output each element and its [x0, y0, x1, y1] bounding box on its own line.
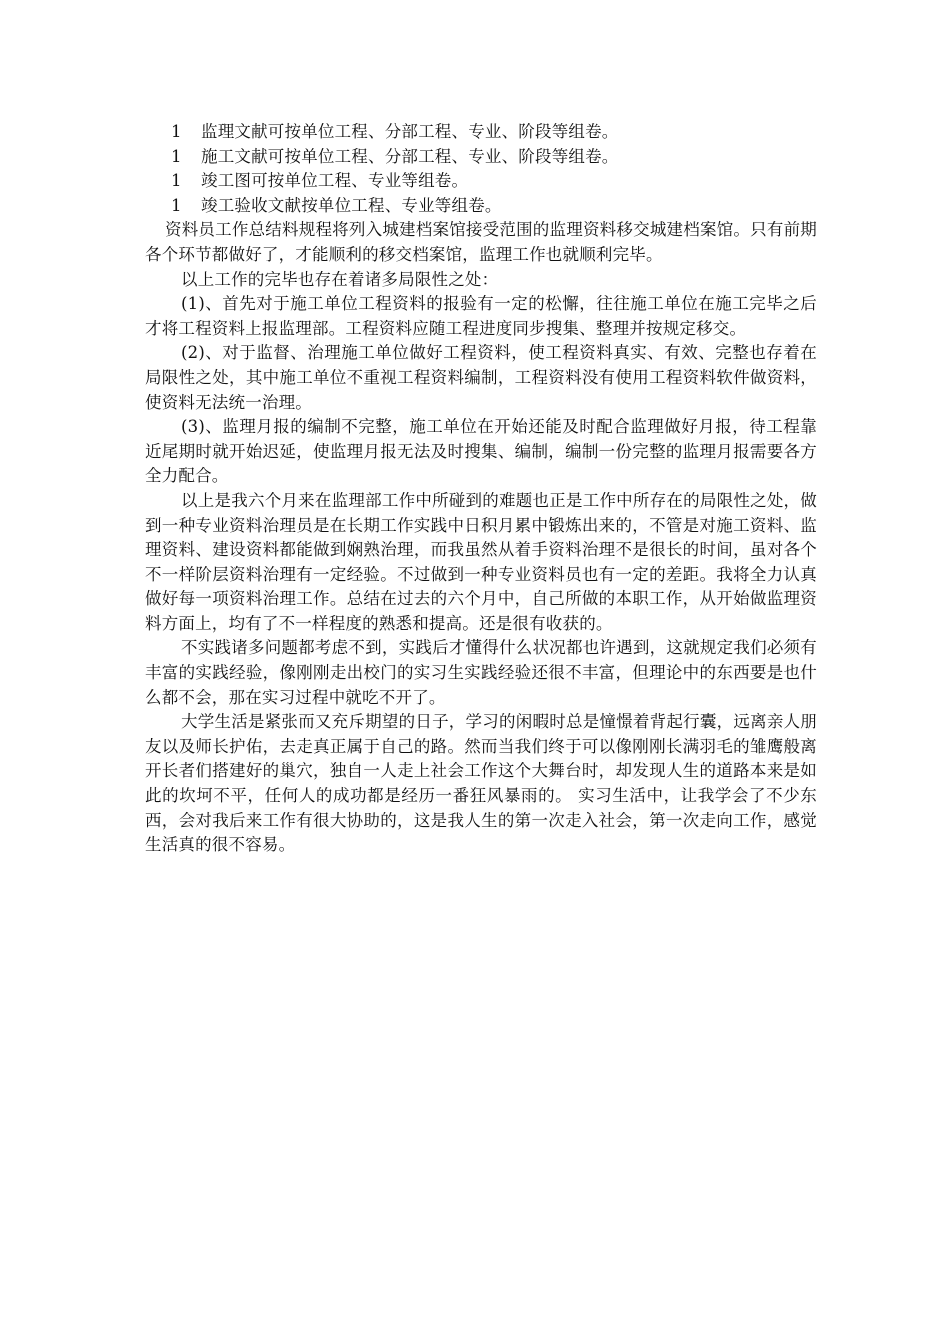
paragraph-transfer: 资料员工作总结料规程将列入城建档案馆接受范围的监理资料移交城建档案馆。只有前期各个环节都做好了，才能顺利的移交档案馆，监理工作也就顺利完毕。: [145, 220, 817, 264]
list-text: 监理文献可按单位工程、分部工程、专业、阶段等组卷。: [201, 122, 619, 141]
list-number: 1: [171, 195, 182, 215]
paragraph-summary: 以上是我六个月来在监理部工作中所碰到的难题也正是工作中所存在的局限性之处，做到一种专业资料治理员是在长期工作实践中日积月累中锻炼出来的，不管是对施工资料、监理资料、建设资料都能做到娴熟治理，而我虽然从着手资料治理不是很长的时间，虽对各个不一样阶层资料治理有一定经验。不过做到一种专业资料员也有一定的差距。我将全力认真做好每一项资料治理工作。总结在过去的六个月中，自己所做的本职工作，从开始做监理资料方面上，均有了不一样程度的熟悉和提高。还是很有收获的。: [145, 490, 817, 633]
paragraph-limitation-2: (2)、对于监督、治理施工单位做好工程资料，使工程资料真实、有效、完整也存着在局限性之处，其中施工单位不重视工程资料编制，工程资料没有使用工程资料软件做资料，使资料无法统一治理。: [145, 343, 817, 412]
list-item: [145, 145, 817, 170]
list-number: 1: [171, 122, 182, 141]
paragraph-university-life: 大学生活是紧张而又充斥期望的日子，学习的闲暇时总是憧憬着背起行囊，远离亲人朋友以及师长护佑，去走真正属于自己的路。然而当我们终于可以像刚刚长满羽毛的雏鹰般离开长者们搭建好的巢穴，独自一人走上社会工作这个大舞台时，却发现人生的道路本来是如此的坎坷不平，任何人的成功都是经历一番狂风暴雨的。 实习生活中，让我学会了不少东西，会对我后来工作有很大协助的，这是我人生的第一次走入社会，第一次走向工作，感觉生活真的很不容易。: [145, 712, 817, 855]
list-text: 竣工验收文献按单位工程、专业等组卷。: [201, 195, 502, 215]
list-text: 施工文献可按单位工程、分部工程、专业、阶段等组卷。: [201, 146, 619, 166]
list-text: 竣工图可按单位工程、专业等组卷。: [201, 171, 469, 191]
document-page: [145, 120, 817, 858]
list-item: [145, 194, 817, 219]
paragraph-limitations-intro: 以上工作的完毕也存在着诸多局限性之处：: [181, 269, 499, 289]
paragraph-practice: 不实践诸多问题都考虑不到，实践后才懂得什么状况都也许遇到，这就规定我们必须有丰富的实践经验，像刚刚走出校门的实习生实践经验还很不丰富，但理论中的东西要是也什么都不会，那在实习过程中就吃不开了。: [145, 638, 817, 707]
list-number: 1: [171, 146, 182, 166]
list-number: 1: [171, 171, 182, 191]
paragraph-limitation-1: (1)、首先对于施工单位工程资料的报验有一定的松懈，往往施工单位在施工完毕之后才将工程资料上报监理部。工程资料应随工程进度同步搜集、整理并按规定移交。: [145, 294, 817, 338]
list-item: [145, 120, 817, 145]
paragraph-limitation-3: (3)、监理月报的编制不完整，施工单位在开始还能及时配合监理做好月报，待工程靠近尾期时就开始迟延，使监理月报无法及时搜集、编制，编制一份完整的监理月报需要各方全力配合。: [145, 417, 817, 486]
list-item: [145, 169, 817, 194]
